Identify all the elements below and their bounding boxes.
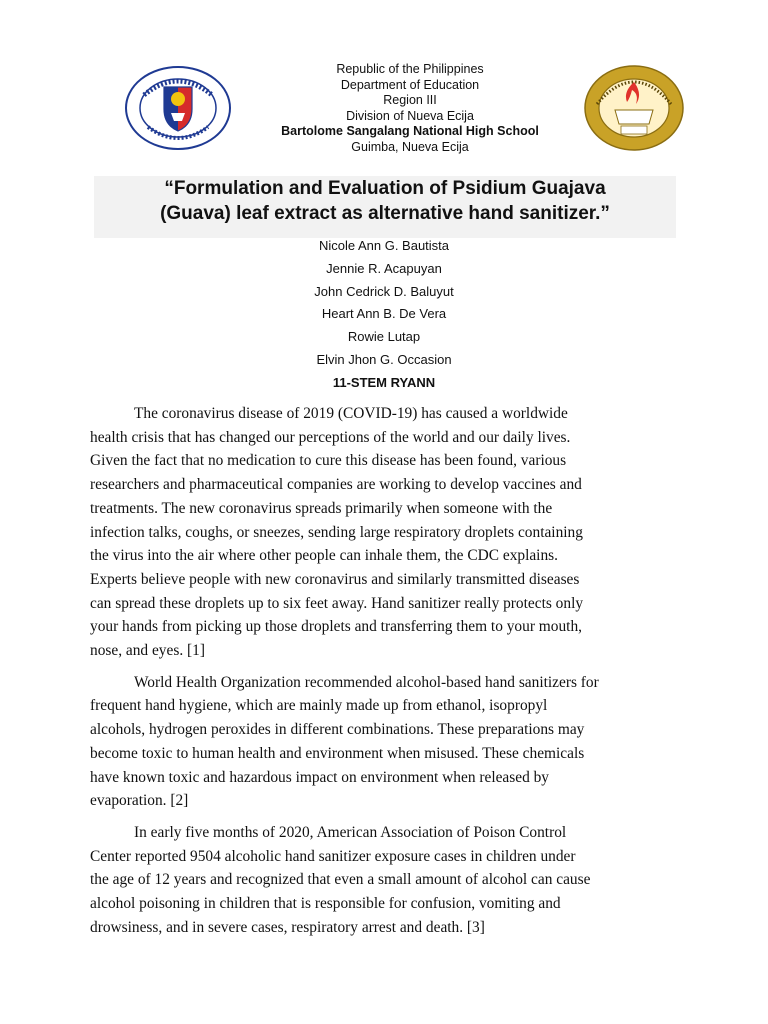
paragraph-line: can spread these droplets up to six feet away. Hand sanitizer really protects only — [90, 594, 584, 612]
paragraph-line: The coronavirus disease of 2019 (COVID-19) has caused a worldwide — [134, 405, 568, 422]
paragraph-line: frequent hand hygiene, which are mainly made up from ethanol, isopropyl — [90, 697, 548, 715]
author-name: Heart Ann B. De Vera — [321, 306, 447, 322]
school-name: Bartolome Sangalang National High School — [281, 124, 539, 139]
school-seal-icon — [583, 64, 685, 152]
paragraph — [90, 671, 690, 813]
document-title — [94, 176, 676, 226]
paragraph-line: the virus into the air where other people can inhale them, the CDC explains. — [90, 547, 558, 565]
header-line: Department of Education — [340, 77, 480, 92]
paragraph — [90, 821, 690, 940]
paragraph-line: nose, and eyes. [1] — [90, 642, 205, 660]
paragraph-line: the age of 12 years and recognized that even a small amount of alcohol can cause — [90, 871, 591, 889]
school-location: Guimba, Nueva Ecija — [351, 139, 469, 154]
header-line: Division of Nueva Ecija — [346, 108, 474, 123]
paragraph-line: In early five months of 2020, American Association of Poison Control — [134, 823, 567, 841]
title-line: (Guava) leaf extract as alternative hand sanitizer.” — [160, 203, 610, 224]
author-name: Nicole Ann G. Bautista — [318, 238, 450, 253]
paragraph-line: treatments. The new coronavirus spreads primarily when someone with the — [90, 499, 553, 517]
author-name: Jennie R. Acapuyan — [326, 260, 442, 276]
paragraph-line: evaporation. [2] — [90, 792, 189, 810]
deped-seal-icon — [124, 65, 232, 151]
paragraph-line: Experts believe people with new coronavirus and similarly transmitted diseases — [90, 570, 580, 588]
paragraph-line: alcohols, hydrogen peroxides in different combinations. These preparations may — [90, 721, 585, 739]
author-name: Rowie Lutap — [347, 329, 421, 345]
paragraph-line: drowsiness, and in severe cases, respiratory arrest and death. [3] — [90, 918, 485, 936]
paragraph-line: researchers and pharmaceutical companies are working to develop vaccines and — [90, 476, 582, 494]
paragraph — [90, 402, 690, 663]
body-text — [90, 402, 690, 947]
paragraph-line: World Health Organization recommended alcohol-based hand sanitizers for — [134, 673, 599, 691]
header-line: Republic of the Philippines — [336, 62, 484, 76]
header-line: Region III — [383, 93, 437, 108]
paragraph-line: Center reported 9504 alcoholic hand sanitizer exposure cases in children under — [90, 847, 576, 865]
paragraph-line: alcohol poisoning in children that is responsible for confusion, vomiting and — [90, 895, 561, 913]
author-list — [234, 235, 534, 395]
paragraph-line: have known toxic and hazardous impact on environment when released by — [90, 768, 550, 786]
paragraph-line: your hands from picking up those droplets and transferring them to your mouth, — [90, 618, 582, 636]
paragraph-line: infection talks, coughs, or sneezes, sending large respiratory droplets containing — [90, 523, 583, 541]
title-line: “Formulation and Evaluation of Psidium Guajava — [164, 178, 606, 199]
paragraph-line: Given the fact that no medication to cure this disease has been found, various — [90, 452, 567, 470]
paragraph-line: health crisis that has changed our perceptions of the world and our daily lives. — [90, 428, 571, 446]
paragraph-line: become toxic to human health and environment when misused. These chemicals — [90, 744, 585, 762]
author-name: Elvin Jhon G. Occasion — [316, 351, 452, 367]
class-section: 11-STEM RYANN — [332, 374, 436, 390]
letterhead — [250, 62, 570, 156]
author-name: John Cedrick D. Baluyut — [314, 283, 454, 299]
